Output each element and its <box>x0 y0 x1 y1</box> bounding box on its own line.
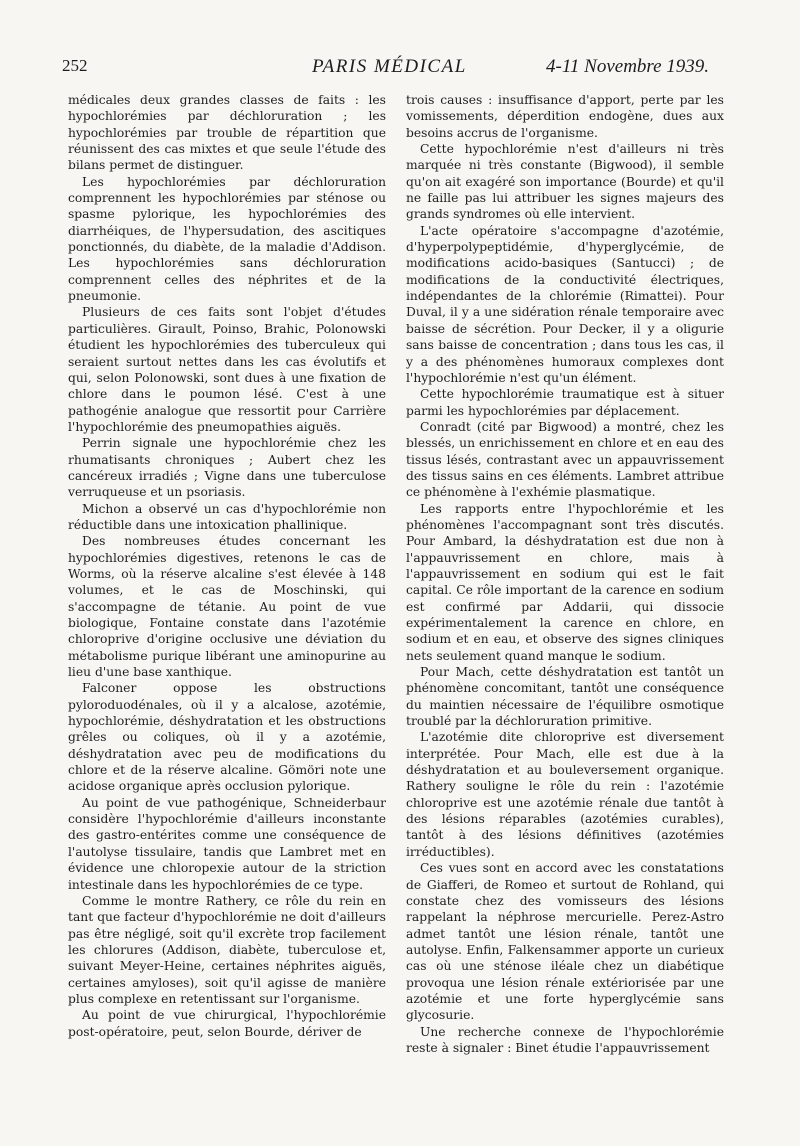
paragraph: Plusieurs de ces faits sont l'objet d'études particulières. Girault, Poinso, Brahic, Polonowski étudient les hypochlorémies des tuberculeux qui seraient surtout nettes dans les cas évolutifs et qui, selon Polonowski, sont dues à une fixation de chlore dans le poumon lésé. C'est à une pathogénie analogue que ressortit pour Carrière l'hypochlorémie des pneumopathies aiguës. <box>68 305 386 434</box>
page-header <box>0 56 800 86</box>
paragraph: Les hypochlorémies par déchloruration comprennent les hypochlorémies par sténose ou spasme pylorique, les hypochlorémies des diarrhéiques, de l'hypersudation, des ascitiques ponctionnés, du diabète, de la maladie d'Addison. Les hypochlorémies sans déchloruration comprennent celles des néphrites et de la pneumonie. <box>68 174 386 304</box>
paragraph: Ces vues sont en accord avec les constatations de Giafferi, de Romeo et surtout de Rohland, qui constate chez des vomisseurs des lésions rappelant la néphrose mercurielle. Perez-Astro admet tantôt une lésion rénale, tantôt une autolyse. Enfin, Falkensammer apporte un curieux cas où une sténose iléale chez un diabétique provoqua une lésion rénale extériorisée par une azotémie et une forte hyperglycémie sans glycosurie. <box>406 861 724 1023</box>
paragraph: Falconer oppose les obstructions pyloroduodénales, où il y a alcalose, azotémie, hypochlorémie, déshydratation et les obstructions grêles ou coliques, où il y a azotémie, déshydratation avec peu de modifications du chlore et de la réserve alcaline. Gömöri note une acidose organique après occlusion pylorique. <box>68 681 386 794</box>
paragraph: Au point de vue chirurgical, l'hypochlorémie post-opératoire, peut, selon Bourde, dériver de <box>68 1008 386 1039</box>
issue-date: 4-11 Novembre 1939. <box>546 56 710 77</box>
paragraph: médicales deux grandes classes de faits : les hypochlorémies par déchloruration ; les hypochlorémies par trouble de répartition que réunissent des cas mixtes et que seule l'étude des bilans permet de distinguer. <box>68 93 386 173</box>
paragraph: Cette hypochlorémie traumatique est à situer parmi les hypochlorémies par déplacement. <box>406 387 724 418</box>
paragraph: trois causes : insuffisance d'apport, perte par les vomissements, déperdition endogène, dues aux besoins accrus de l'organisme. <box>406 93 724 140</box>
journal-title: PARIS MÉDICAL <box>312 56 467 77</box>
right-column <box>406 92 724 1056</box>
paragraph: L'azotémie dite chloroprive est diversement interprétée. Pour Mach, elle est due à la déshydratation et au bouleversement organique. Rathery souligne le rôle du rein : l'azotémie chloroprive est une azotémie rénale due tantôt à des lésions réparables (azotémies curables), tantôt à des lésions définitives (azotémies irréductibles). <box>406 730 724 859</box>
paragraph: L'acte opératoire s'accompagne d'azotémie, d'hyperpolypeptidémie, d'hyperglycémie, de modifications acido-basiques (Santucci) ; de modifications de la conductivité électriques, indépendantes de la chlorémie (Rimattei). Pour Duval, il y a une sidération rénale temporaire avec baisse de sécrétion. Pour Decker, il y a oligurie sans baisse de concentration ; dans tous les cas, il y a des phénomènes humoraux complexes dont l'hypochlorémie n'est qu'un élément. <box>406 223 724 385</box>
paragraph: Comme le montre Rathery, ce rôle du rein en tant que facteur d'hypochlorémie ne doit d'ailleurs pas être négligé, soit qu'il excrète trop facilement les chlorures (Addison, diabète, tuberculose et, suivant Meyer-Heine, certaines néphrites aiguës, certaines amyloses), soit qu'il agisse de manière plus complexe en retentissant sur l'organisme. <box>68 893 386 1006</box>
paragraph: Une recherche connexe de l'hypochlorémie reste à signaler : Binet étudie l'appauvrissement <box>406 1024 724 1055</box>
paragraph: Conradt (cité par Bigwood) a montré, chez les blessés, un enrichissement en chlore et en eau des tissus lésés, contrastant avec un appauvrissement des tissus sains en ces éléments. Lambret attribue ce phénomène à l'exhémie plasmatique. <box>406 419 724 500</box>
page-number: 252 <box>62 56 88 75</box>
paragraph: Au point de vue pathogénique, Schneiderbaur considère l'hypochlorémie d'ailleurs inconstante des gastro-entérites comme une conséquence de l'autolyse tissulaire, tandis que Lambret met en évidence une chloropexie autour de la striction intestinale dans les hypochlorémies de ce type. <box>68 795 386 892</box>
paragraph: Les rapports entre l'hypochlorémie et les phénomènes l'accompagnant sont très discutés. Pour Ambard, la déshydratation est due non à l'appauvrissement en chlore, mais à l'appauvrissement en sodium qui est le fait capital. Ce rôle important de la carence en sodium est confirmé par Addarii, qui dissocie expérimentalement la carence en chlore, en sodium et en eau, et observe des signes cliniques nets seulement quand manque le sodium. <box>406 501 724 663</box>
paragraph: Des nombreuses études concernant les hypochlorémies digestives, retenons le cas de Worms, où la réserve alcaline s'est élevée à 148 volumes, et le cas de Moschinski, qui s'accompagne de tétanie. Au point de vue biologique, Fontaine constate dans l'azotémie chloroprive d'origine occlusive une déviation du métabolisme purique libérant une aminopurine au lieu d'une base xanthique. <box>68 534 386 680</box>
left-column <box>68 92 386 1040</box>
paragraph: Michon a observé un cas d'hypochlorémie non réductible dans une intoxication phallinique. <box>68 501 386 532</box>
paragraph: Perrin signale une hypochlorémie chez les rhumatisants chroniques ; Aubert chez les cancéreux irradiés ; Vigne dans une tuberculose verruqueuse et un psoriasis. <box>68 436 386 500</box>
paragraph: Cette hypochlorémie n'est d'ailleurs ni très marquée ni très constante (Bigwood), il semble qu'on ait exagéré son importance (Bourde) et qu'il ne faille pas lui attribuer les signes majeurs des grands syndromes où elle intervient. <box>406 142 724 222</box>
paragraph: Pour Mach, cette déshydratation est tantôt un phénomène concomitant, tantôt une conséquence du maintien nécessaire de l'équilibre osmotique troublé par la déchloruration primitive. <box>406 665 724 729</box>
